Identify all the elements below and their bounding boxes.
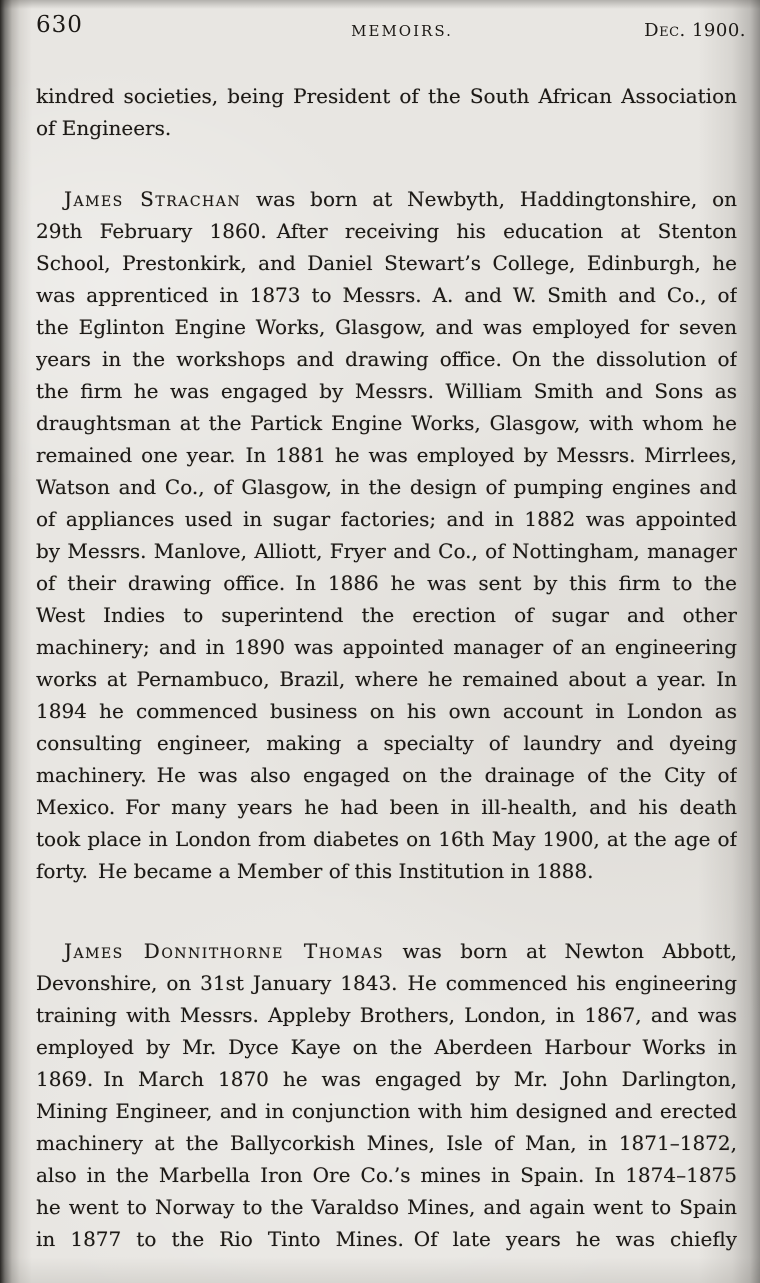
text-segment: the firm he was engaged by Messrs. William Smith and Sons as xyxy=(36,379,737,403)
text-segment: 29th February 1860. After receiving his education at Stenton xyxy=(36,219,737,243)
text-segment: 1869. In March 1870 he was engaged by Mr. John Darlington, xyxy=(36,1067,737,1091)
text-line xyxy=(36,599,737,631)
text-segment: forty. He became a Member of this Institution in 1888. xyxy=(36,859,594,883)
text-segment: Mining Engineer, and in conjunction with him designed and erected xyxy=(36,1099,737,1123)
text-line xyxy=(36,215,737,247)
text-line xyxy=(36,759,737,791)
text-line xyxy=(36,375,737,407)
text-segment: the Eglinton Engine Works, Glasgow, and was employed for seven xyxy=(36,315,737,339)
text-line xyxy=(36,967,737,999)
paragraph xyxy=(36,80,737,144)
text-line xyxy=(36,1095,737,1127)
text-line xyxy=(36,631,737,663)
text-line xyxy=(36,823,737,855)
running-title: MEMOIRS. xyxy=(351,22,453,40)
text-line xyxy=(36,999,737,1031)
text-segment: draughtsman at the Partick Engine Works, Glasgow, with whom he xyxy=(36,411,737,435)
text-segment: of Engineers. xyxy=(36,116,172,140)
page-number: 630 xyxy=(36,12,83,38)
text-segment: by Messrs. Manlove, Alliott, Fryer and Co., of Nottingham, manager xyxy=(36,539,737,563)
text-segment: was born at Newbyth, Haddingtonshire, on xyxy=(241,187,737,211)
text-line xyxy=(36,247,737,279)
text-line xyxy=(36,935,737,967)
text-line xyxy=(36,1191,737,1223)
issue-date: Dec. 1900. xyxy=(644,20,746,41)
text-segment: training with Messrs. Appleby Brothers, London, in 1867, and was xyxy=(36,1003,737,1027)
text-segment: was born at Newton Abbott, xyxy=(383,939,737,963)
text-line xyxy=(36,695,737,727)
text-line xyxy=(36,1127,737,1159)
text-line xyxy=(36,1063,737,1095)
text-line xyxy=(36,727,737,759)
text-line xyxy=(36,183,737,215)
page-header xyxy=(0,0,760,46)
text-segment: years in the workshops and drawing office. On the dissolution of xyxy=(36,347,737,371)
text-line xyxy=(36,1223,737,1255)
text-segment: employed by Mr. Dyce Kaye on the Aberdeen Harbour Works in xyxy=(36,1035,737,1059)
person-name: James Donnithorne Thomas xyxy=(64,939,384,963)
text-segment: School, Prestonkirk, and Daniel Stewart’s College, Edinburgh, he xyxy=(36,251,737,275)
page-body xyxy=(0,80,760,1255)
text-segment: Mexico. For many years he had been in ill-health, and his death xyxy=(36,795,737,819)
text-segment: also in the Marbella Iron Ore Co.’s mines in Spain. In 1874–1875 xyxy=(36,1163,737,1187)
text-segment: machinery; and in 1890 was appointed manager of an engineering xyxy=(36,635,737,659)
text-segment: took place in London from diabetes on 16th May 1900, at the age of xyxy=(36,827,737,851)
text-segment: 1894 he commenced business on his own account in London as xyxy=(36,699,737,723)
text-line xyxy=(36,791,737,823)
text-segment: of their drawing office. In 1886 he was sent by this firm to the xyxy=(36,571,737,595)
text-line xyxy=(36,471,737,503)
text-line xyxy=(36,1031,737,1063)
person-name: James Strachan xyxy=(64,187,242,211)
text-line xyxy=(36,112,737,144)
text-segment: in 1877 to the Rio Tinto Mines. Of late years he was chiefly xyxy=(36,1227,737,1251)
text-line xyxy=(36,567,737,599)
text-segment: was apprenticed in 1873 to Messrs. A. and W. Smith and Co., of xyxy=(36,283,737,307)
text-segment: of appliances used in sugar factories; and in 1882 was appointed xyxy=(36,507,737,531)
text-segment: machinery. He was also engaged on the drainage of the City of xyxy=(36,763,737,787)
text-segment: remained one year. In 1881 he was employed by Messrs. Mirrlees, xyxy=(36,443,737,467)
text-segment: works at Pernambuco, Brazil, where he remained about a year. In xyxy=(36,667,737,691)
text-segment: kindred societies, being President of the South African Association xyxy=(36,84,737,108)
text-line xyxy=(36,1159,737,1191)
paragraph xyxy=(36,935,737,1255)
text-segment: consulting engineer, making a specialty of laundry and dyeing xyxy=(36,731,737,755)
text-segment: Watson and Co., of Glasgow, in the design of pumping engines and xyxy=(36,475,737,499)
text-line xyxy=(36,407,737,439)
text-line xyxy=(36,663,737,695)
text-line xyxy=(36,279,737,311)
text-line xyxy=(36,503,737,535)
text-segment: Devonshire, on 31st January 1843. He commenced his engineering xyxy=(36,971,737,995)
text-segment: West Indies to superintend the erection of sugar and other xyxy=(36,603,737,627)
text-line xyxy=(36,311,737,343)
text-line xyxy=(36,535,737,567)
text-line xyxy=(36,343,737,375)
paragraph xyxy=(36,183,737,887)
text-segment: machinery at the Ballycorkish Mines, Isle of Man, in 1871–1872, xyxy=(36,1131,737,1155)
text-segment: he went to Norway to the Varaldso Mines, and again went to Spain xyxy=(36,1195,737,1219)
text-line xyxy=(36,855,737,887)
text-line xyxy=(36,80,737,112)
text-line xyxy=(36,439,737,471)
